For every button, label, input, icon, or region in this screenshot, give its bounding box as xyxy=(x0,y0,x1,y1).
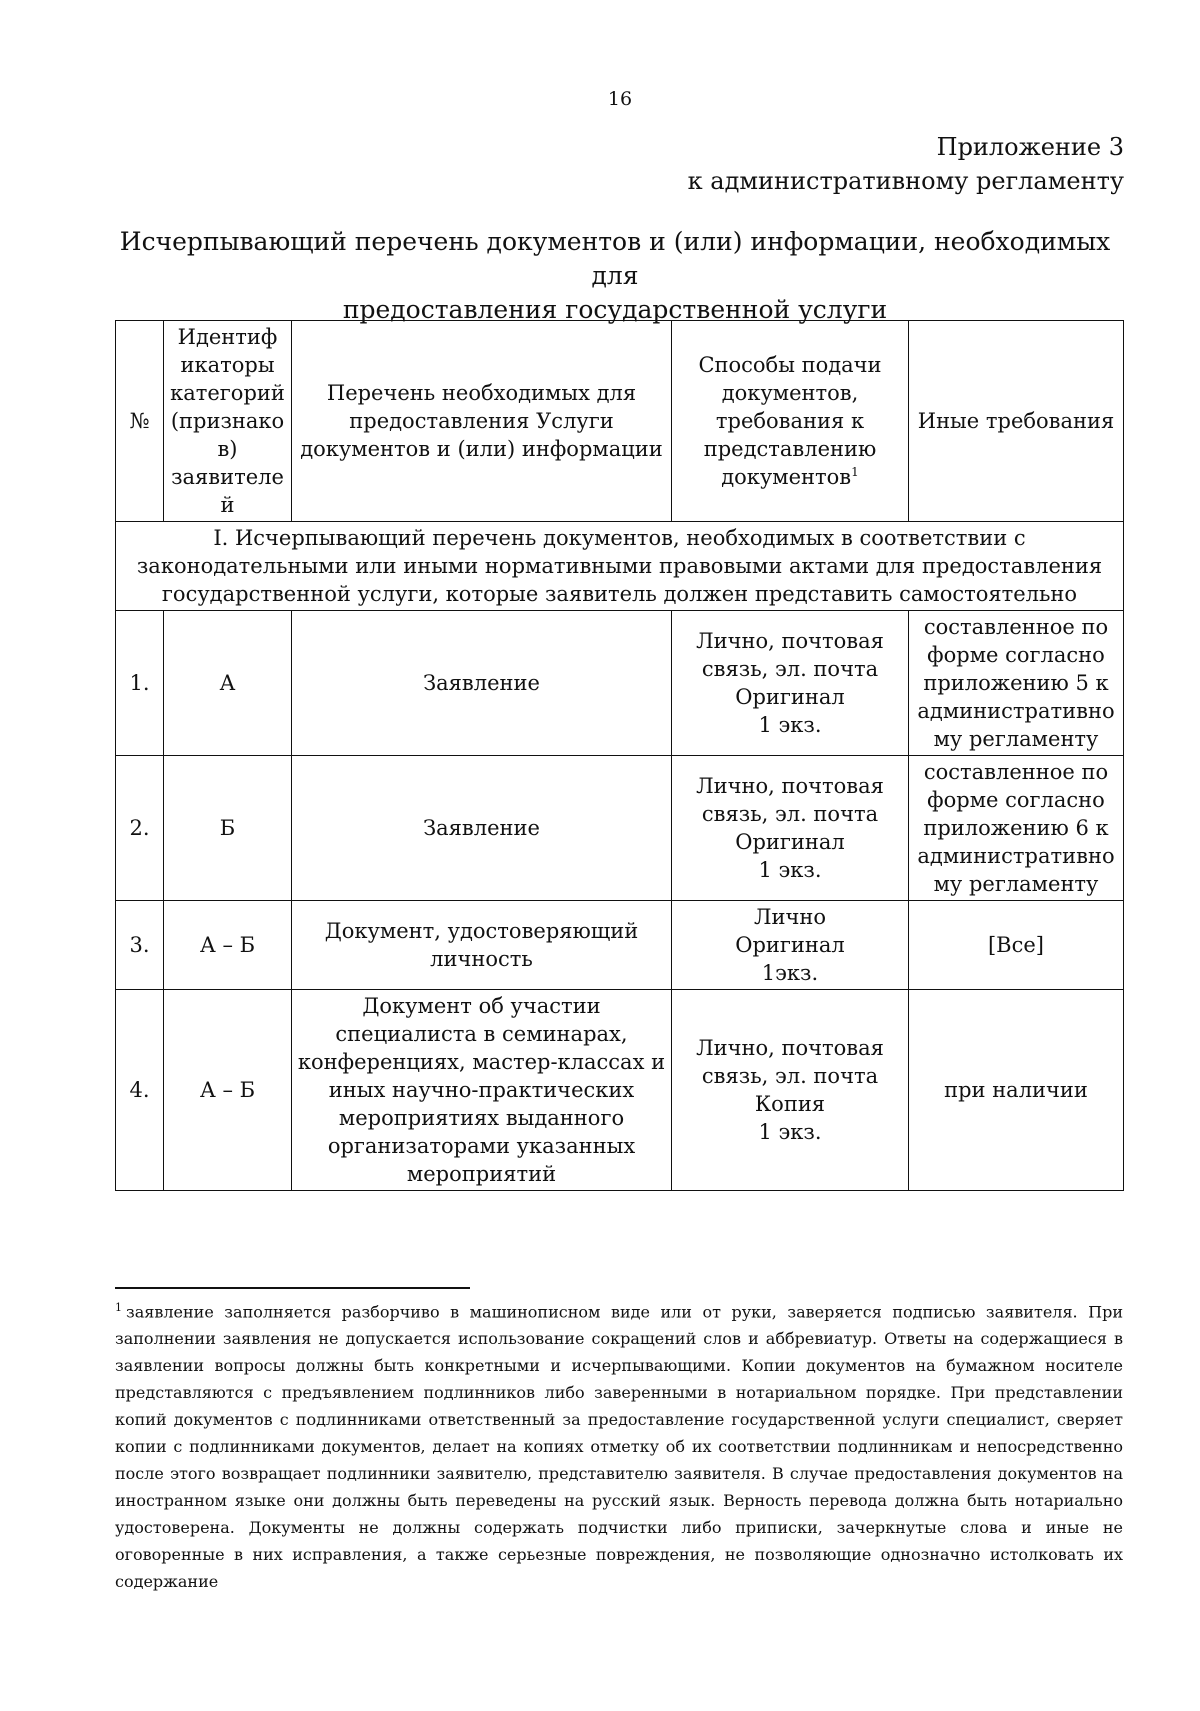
row-method-line: 1 экз. xyxy=(758,858,822,882)
header-category: Идентиф икаторы категорий (признако в) заявителе й xyxy=(164,321,292,522)
section-title: I. Исчерпывающий перечень документов, необходимых в соответствии с законодательными или иными нормативными правовыми актами для предоставления государственной услуги, которые заявитель должен представить самостоятельно xyxy=(116,522,1124,611)
row-num: 3. xyxy=(116,901,164,990)
header-other: Иные требования xyxy=(909,321,1124,522)
row-other: [Все] xyxy=(909,901,1124,990)
appendix-line-2: к административному регламенту xyxy=(687,167,1124,195)
row-num: 1. xyxy=(116,611,164,756)
row-method-line: Оригинал xyxy=(735,830,845,854)
row-category: А – Б xyxy=(164,901,292,990)
row-methods xyxy=(672,990,909,1191)
row-other: составленное по форме согласно приложению 5 к административно му регламенту xyxy=(909,611,1124,756)
header-documents: Перечень необходимых для предоставления Услуги документов и (или) информации xyxy=(292,321,672,522)
row-method-line: Лично, почтовая xyxy=(696,1036,884,1060)
row-method-line: 1 экз. xyxy=(758,713,822,737)
row-category: Б xyxy=(164,756,292,901)
row-methods xyxy=(672,901,909,990)
row-other: при наличии xyxy=(909,990,1124,1191)
footnote-text: заявление заполняется разборчиво в машинописном виде или от руки, заверяется подписью заявителя. При заполнении заявления не допускается использование сокращений слов и аббревиатур. Ответы на содержащиеся в заявлении вопросы должны быть конкретными и исчерпывающими. Копии документов на бумажном носителе представляются с предъявлением подлинников либо заверенными в нотариальном порядке. При представлении копий документов с подлинниками ответственный за предоставление государственной услуги специалист, сверяет копии с подлинниками документов, делает на копиях отметку об их соответствии подлинникам и непосредственно после этого возвращает подлинники заявителю, представителю заявителя. В случае предоставления документов на иностранном языке они должны быть переведены на русский язык. Верность перевода должна быть нотариально удостоверена. Документы не должны содержать подчистки либо приписки, зачеркнутые слова и иные не оговоренные в них исправления, а также серьезные повреждения, не позволяющие однозначно истолковать их содержание xyxy=(115,1302,1123,1592)
row-method-line: Лично, почтовая xyxy=(696,629,884,653)
document-title xyxy=(110,225,1120,327)
requirements-table xyxy=(115,320,1124,1191)
header-methods-footnote-mark: 1 xyxy=(851,465,859,479)
appendix-header xyxy=(688,130,1124,198)
row-method-line: Оригинал xyxy=(735,933,845,957)
row-num: 2. xyxy=(116,756,164,901)
row-category: А – Б xyxy=(164,990,292,1191)
footnote-mark: 1 xyxy=(115,1301,122,1314)
row-method-line: связь, эл. почта xyxy=(701,657,879,681)
row-category: А xyxy=(164,611,292,756)
table-row xyxy=(116,756,1124,901)
row-method-line: Лично xyxy=(753,905,827,929)
row-document: Документ об участии специалиста в семинарах, конференциях, мастер-классах и иных научно-практических мероприятиях выданного организаторами указанных мероприятий xyxy=(292,990,672,1191)
row-method-line: связь, эл. почта xyxy=(701,1064,879,1088)
row-method-line: Оригинал xyxy=(735,685,845,709)
row-method-line: Копия xyxy=(754,1092,826,1116)
row-num: 4. xyxy=(116,990,164,1191)
footnote-divider xyxy=(115,1287,470,1289)
row-method-line: 1экз. xyxy=(761,961,819,985)
row-document: Документ, удостоверяющий личность xyxy=(292,901,672,990)
row-method-line: связь, эл. почта xyxy=(701,802,879,826)
document-title-line-2: предоставления государственной услуги xyxy=(342,295,888,324)
row-methods xyxy=(672,611,909,756)
appendix-line-1: Приложение 3 xyxy=(936,133,1124,161)
row-document: Заявление xyxy=(292,756,672,901)
row-method-line: Лично, почтовая xyxy=(696,774,884,798)
section-row xyxy=(116,522,1124,611)
table-row xyxy=(116,611,1124,756)
header-methods xyxy=(672,321,909,522)
page-number: 16 xyxy=(607,88,633,110)
document-title-line-1: Исчерпывающий перечень документов и (или) информации, необходимых для xyxy=(119,227,1111,290)
table-header-row xyxy=(116,321,1124,522)
row-methods xyxy=(672,756,909,901)
row-method-line: 1 экз. xyxy=(758,1120,822,1144)
header-num: № xyxy=(116,321,164,522)
table-row xyxy=(116,901,1124,990)
table-row xyxy=(116,990,1124,1191)
header-methods-text: Способы подачи документов, требования к представлению документов xyxy=(698,353,882,489)
row-other: составленное по форме согласно приложению 6 к административно му регламенту xyxy=(909,756,1124,901)
row-document: Заявление xyxy=(292,611,672,756)
footnote xyxy=(115,1294,1123,1595)
